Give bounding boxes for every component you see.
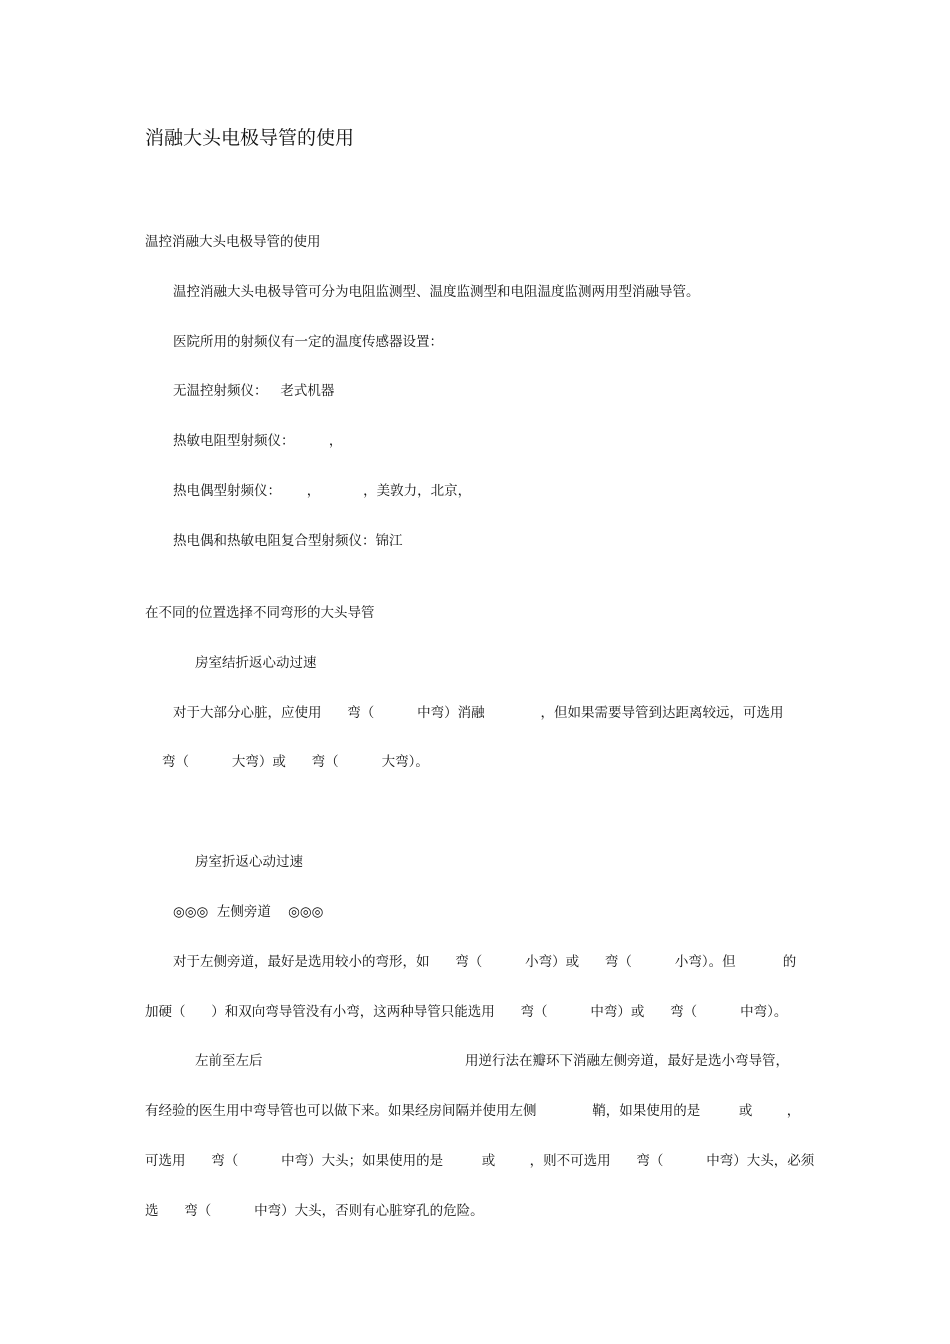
subheading-left-accessory-pathway: ◎◎◎ 左侧旁道 ◎◎◎	[173, 904, 324, 920]
section-heading-curve-selection: 在不同的位置选择不同弯形的大头导管	[145, 605, 375, 621]
paragraph-rf-generator-intro: 医院所用的射频仪有一定的温度传感器设置：	[173, 334, 443, 350]
list-item-thermocouple: 热电偶型射频仪： ， ，美敦力，北京，	[173, 483, 472, 499]
paragraph-retrograde-line-3: 可选用 弯（ 中弯）大头；如果使用的是 或 ，则不可选用 弯（ 中弯）大头，必须	[145, 1153, 815, 1169]
subheading-left-anterior-posterior: 左前至左后	[195, 1053, 263, 1069]
section-heading-temperature-control: 温控消融大头电极导管的使用	[145, 234, 321, 250]
paragraph-retrograde-line-4: 选 弯（ 中弯）大头，否则有心脏穿孔的危险。	[145, 1203, 484, 1219]
subheading-avnrt: 房室结折返心动过速	[195, 655, 317, 671]
paragraph-left-pathway-line-1: 对于左侧旁道，最好是选用较小的弯形，如 弯（ 小弯）或 弯（ 小弯）。但 的	[173, 954, 797, 970]
document-title: 消融大头电极导管的使用	[145, 127, 355, 149]
paragraph-avnrt-line-2: 弯（ 大弯）或 弯（ 大弯）。	[162, 754, 429, 770]
paragraph-left-pathway-line-2: 加硬（ ）和双向弯导管没有小弯，这两种导管只能选用 弯（ 中弯）或 弯（ 中弯）。	[145, 1004, 788, 1020]
paragraph-avnrt-line-1: 对于大部分心脏，应使用 弯（ 中弯）消融 ，但如果需要导管到达距离较远，可选用	[173, 705, 784, 721]
paragraph-catheter-types: 温控消融大头电极导管可分为电阻监测型、温度监测型和电阻温度监测两用型消融导管。	[173, 284, 700, 300]
paragraph-retrograde-line-1: 用逆行法在瓣环下消融左侧旁道，最好是选小弯导管，	[465, 1053, 789, 1069]
list-item-no-temp-control: 无温控射频仪： 老式机器	[173, 383, 335, 399]
list-item-combined: 热电偶和热敏电阻复合型射频仪：锦江	[173, 533, 403, 549]
subheading-avrt: 房室折返心动过速	[195, 854, 303, 870]
list-item-thermistor: 热敏电阻型射频仪： ，	[173, 433, 343, 449]
paragraph-retrograde-line-2: 有经验的医生用中弯导管也可以做下来。如果经房间隔并使用左侧 鞘，如果使用的是 或 ，	[145, 1103, 801, 1119]
